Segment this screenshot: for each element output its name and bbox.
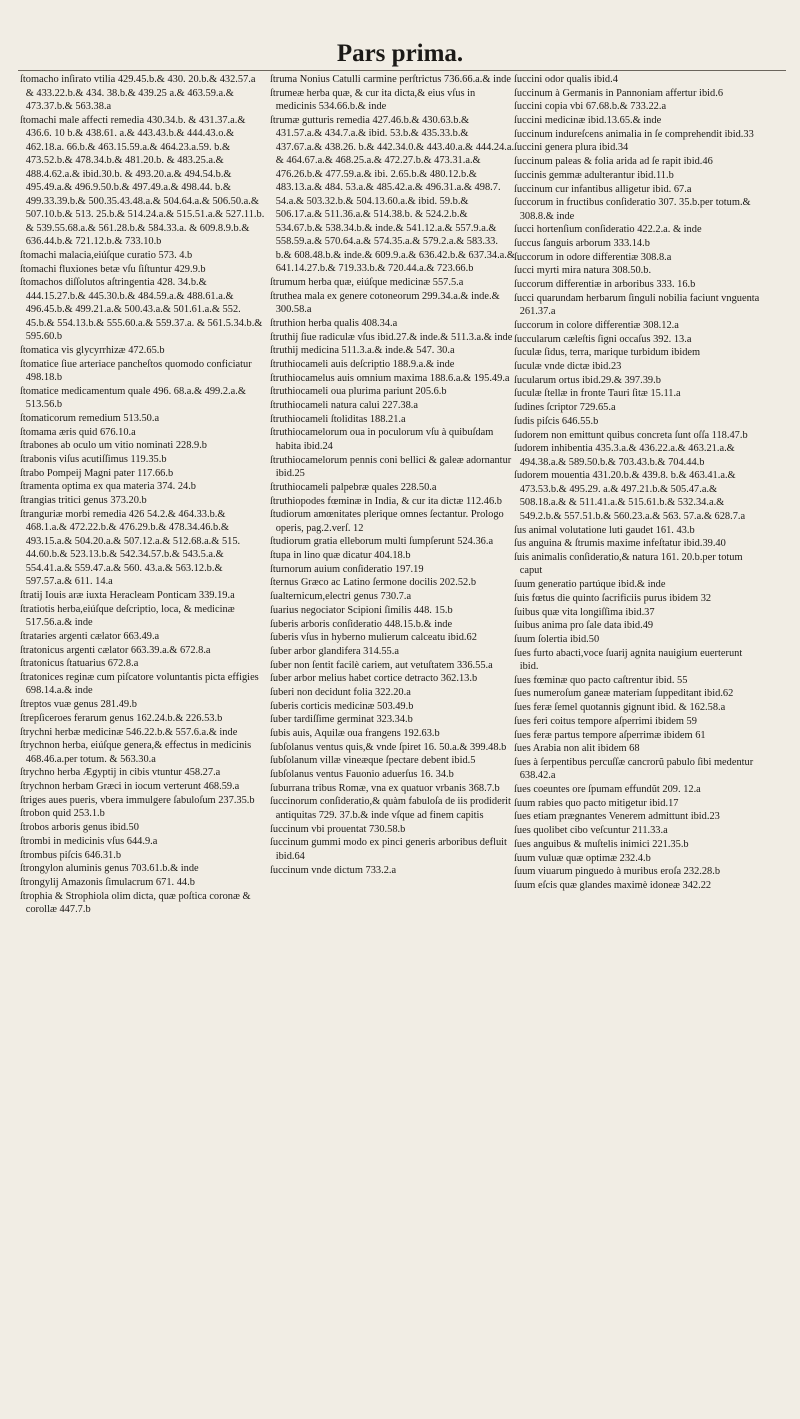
index-entry: ſucci hortenſium conſideratio 422.2.a. & inde xyxy=(514,224,702,236)
index-entry: ſternus Græco ac Latino ſermone docilis 202.52.b xyxy=(270,577,477,589)
index-entry: ſtruthiocameli ſtoliditas 188.21.a xyxy=(270,413,406,425)
index-entry: ſuccinum gummi modo ex pinci generis arboribus defluit ibid.64 xyxy=(270,837,507,862)
index-entry: ſtratonicus ſtatuarius 672.8.a xyxy=(20,658,139,670)
index-entry: ſues quolibet cibo veſcuntur 211.33.a xyxy=(514,825,668,837)
index-entry: ſuis animalis conſideratio,& natura 161. 20.b.per totum caput xyxy=(514,551,743,577)
index-entry: ſtrophia & Strophiola olim dicta, quæ poſtica coronæ & corollæ 447.7.b xyxy=(20,890,251,916)
index-entry: ſtruthiocamelorum oua in poculorum vſu à quibuſdam habita ibid.24 xyxy=(270,427,494,452)
index-entry: ſues Arabia non alit ibidem 68 xyxy=(514,743,640,755)
index-entry: ſtomatica vis glycyrrhizæ 472.65.b xyxy=(20,344,165,356)
index-entry: ſtrepſiceroes ferarum genus 162.24.b.& 226.53.b xyxy=(20,712,223,724)
index-column-1 xyxy=(20,73,266,1403)
index-entry: ſuber non ſentit facilè cariem, aut vetuſtatem 336.55.a xyxy=(270,659,493,671)
index-entry: ſuccinum à Germanis in Pannoniam affertur ibid.6 xyxy=(514,87,724,99)
index-entry: ſudorem non emittunt quibus concreta ſunt oſſa 118.47.b xyxy=(514,429,748,441)
index-entry: ſtruthiocameli auis deſcriptio 188.9.a.& inde xyxy=(270,359,455,370)
index-entry: ſuber arbor melius habet cortice detracto 362.13.b xyxy=(270,673,478,685)
index-entry: ſuis fœtus die quinto ſacrificiis purus ibidem 32 xyxy=(514,592,712,604)
index-entry: ſues feræ partus tempore aſperrimæ ibidem 61 xyxy=(514,729,706,741)
index-entry: ſuculæ vnde dictæ ibid.23 xyxy=(514,361,622,373)
index-entry: ſuibus anima pro ſale data ibid.49 xyxy=(514,620,654,632)
index-entry: ſtratonices reginæ cum piſcatore voluntantis picta effigies 698.14.a.& inde xyxy=(20,671,259,697)
index-entry: ſtudiorum amœnitates plerique omnes ſectantur. Prologo operis, pag.2.verſ. 12 xyxy=(270,509,504,534)
index-entry: ſues numeroſum ganeæ materiam ſuppeditant ibid.62 xyxy=(514,688,734,700)
index-entry: ſtruthiocameli palpebræ quales 228.50.a xyxy=(270,481,437,493)
index-entry: ſues coeuntes ore ſpumam effundũt 209. 12.a xyxy=(514,784,701,796)
index-entry: ſtruthij ſiue radiculæ vſus ibid.27.& inde.& 511.3.a.& inde xyxy=(270,331,513,343)
index-entry: ſuum generatio partúque ibid.& inde xyxy=(514,579,666,591)
index-entry: ſuburrana tribus Romæ, vna ex quatuor vrbanis 368.7.b xyxy=(270,782,500,794)
index-entry: ſudines ſcriptor 729.65.a xyxy=(514,402,616,414)
index-entry: ſtruthion herba qualis 408.34.a xyxy=(270,317,398,329)
index-entry: ſtrongylij Amazonis ſimulacrum 671. 44.b xyxy=(20,876,195,888)
index-entry: ſuccorum in colore differentiæ 308.12.a xyxy=(514,320,679,331)
index-entry: ſuccini medicinæ ibid.13.65.& inde xyxy=(514,115,662,127)
index-entry: ſtomama æris quid 676.10.a xyxy=(20,426,136,438)
index-entry: ſtomacho inſirato vtilia 429.45.b.& 430. 20.b.& 432.57.a & 433.22.b.& 434. 38.b.& 439.25 a.& 463.59.a.& 473.37.b.& 563.38.a xyxy=(20,74,256,112)
index-entry: ſuccorum differentiæ in arboribus 333. 16.b xyxy=(514,279,696,291)
index-entry: ſus anguina & ſtrumis maxime infeſtatur ibid.39.40 xyxy=(514,538,726,550)
index-entry: ſturnorum auium conſideratio 197.19 xyxy=(270,563,424,575)
index-entry: ſtruthiocameli natura calui 227.38.a xyxy=(270,400,419,412)
index-entry: ſtrumeæ herba quæ, & cur ita dicta,& eius vſus in medicinis 534.66.b.& inde xyxy=(270,87,476,113)
index-entry: ſuccinum indureſcens animalia in ſe comprehendit ibid.33 xyxy=(514,128,754,140)
index-entry: ſues feri coitus tempore aſperrimi ibidem 59 xyxy=(514,715,697,727)
index-entry: ſtrychni herbæ medicinæ 546.22.b.& 557.6.a.& inde xyxy=(20,726,238,738)
index-entry: ſudorem mouentia 431.20.b.& 439.8. b.& 463.41.a.& 473.53.b.& 495.29. a.& 497.21.b.& 505.47.a.& 508.18.a.& & 511.41.a.& 515.61.b.& 532.34.a.& 549.2.b.& 557.51.b.& 560.23.a.& 563. 57.a.& 628.7.a xyxy=(514,470,746,522)
index-entry: ſuberis arboris conſideratio 448.15.b.& inde xyxy=(270,618,453,630)
index-entry: ſtrumum herba quæ, eiúſque medicinæ 557.5.a xyxy=(270,277,464,289)
index-entry: ſuccinis gemmæ adulterantur ibid.11.b xyxy=(514,169,674,181)
index-entry: ſuum ſolertia ibid.50 xyxy=(514,633,600,645)
index-entry: ſtruma Nonius Catulli carmine perſtrictus 736.66.a.& inde xyxy=(270,74,511,85)
index-entry: ſuccinorum conſideratio,& quàm fabuloſa de iis prodiderit antiquitas 729. 37.b.& inde vſque ad finem capitis xyxy=(270,796,511,821)
index-entry: ſtruthiopodes fœminæ in India, & cur ita dictæ 112.46.b xyxy=(270,495,502,507)
index-entry: ſuberis vſus in hyberno mulierum calceatu ibid.62 xyxy=(270,632,477,644)
index-entry: ſuccini copia vbi 67.68.b.& 733.22.a xyxy=(514,101,667,113)
index-entry: ſtrongylon aluminis genus 703.61.b.& inde xyxy=(20,863,199,875)
index-entry: ſtomachi malacia,eiúſque curatio 573. 4.b xyxy=(20,249,193,261)
index-entry: ſuibus quæ vita longiſſima ibid.37 xyxy=(514,606,655,618)
index-entry: ſucularum ortus ibid.29.& 397.39.b xyxy=(514,374,661,386)
index-entry: ſtomatice medicamentum quale 496. 68.a.& 499.2.a.& 513.56.b xyxy=(20,385,246,411)
header-rule xyxy=(18,70,786,71)
index-entry: ſtrumæ gutturis remedia 427.46.b.& 430.63.b.& 431.57.a.& 434.7.a.& ibid. 53.b.& 435.33.b.& 437.67.a.& 438.26. b.& 442.34.0.& 443.40.a.& 444.24.a. & 464.67.a.& 468.25.a.& 472.27.b.& 473.31.a.& 476.26.b.& 477.59.a.& ibi. 2.65.b.& 480.12.b.& 483.13.a.& 484. 53.a.& 485.42.a.& 496.31.a.& 498.7. 54.a.& 503.32.b.& 504.13.60.a.& ibid. 59.b.& 506.17.a.& 511.36.a.& 514.38.b. & 524.2.b.& 534.67.b.& 538.34.b.& inde.& 541.12.a.& 557.9.a.& 558.59.a.& 570.64.a.& 574.35.a.& 579.2.a.& 583.33. b.& 608.48.b.& inde.& 609.9.a.& 636.42.b.& 637.34.a.& 641.14.27.b.& 719.33.b.& 720.44.a.& 723.66.b xyxy=(270,114,515,275)
index-entry: ſuculæ ſidus, terra, marique turbidum ibidem xyxy=(514,347,701,359)
index-entry: ſubis auis, Aquilæ oua frangens 192.63.b xyxy=(270,728,440,739)
index-entry: ſuccularum cæleſtis ſigni occaſus 392. 13.a xyxy=(514,333,692,345)
index-entry: ſuarius negociator Scipioni ſimilis 448. 15.b xyxy=(270,604,453,616)
index-entry: ſtudiorum gratia elleborum multi ſumpſerunt 524.36.a xyxy=(270,536,494,548)
index-entry: ſtrobon quid 253.1.b xyxy=(20,808,105,820)
index-entry: ſus animal volutatione luti gaudet 161. 43.b xyxy=(514,524,695,536)
index-entry: ſtruthiocamelus auis omnium maxima 188.6.a.& 195.49.a xyxy=(270,372,510,384)
index-entry: ſuum eſcis quæ glandes maximè idoneæ 342.22 xyxy=(514,879,712,891)
index-entry: ſues anguibus & muſtelis inimici 221.35.b xyxy=(514,838,689,850)
index-entry: ſuccorum in odore differentiæ 308.8.a xyxy=(514,251,672,263)
index-entry: ſuccinum cur infantibus alligetur ibid. 67.a xyxy=(514,183,692,195)
index-entry: ſtranguriæ morbi remedia 426 54.2.& 464.33.b.& 468.1.a.& 472.22.b.& 476.29.b.& 478.34.46.b.& 493.15.a.& 504.20.a.& 507.12.a.& 512.68.a.& 515. 44.60.b.& 523.13.b.& 542.34.57.b.& 543.5.a.& 554.41.a.& 559.47.a.& 560. 43.a.& 563.12.b.& 597.57.a.& 611. 14.a xyxy=(20,508,241,588)
index-entry: ſtrychnon herba, eiúſque genera,& effectus in medicinis 468.46.a.per totum. & 563.30.a xyxy=(20,740,252,765)
index-entry: ſuum vuluæ quæ optimæ 232.4.b xyxy=(514,852,651,864)
index-entry: ſtomaticorum remedium 513.50.a xyxy=(20,413,160,424)
index-entry: ſtratiotis herba,eiúſque deſcriptio, loca, & medicinæ 517.56.a.& inde xyxy=(20,603,235,629)
index-entry: ſtrychno herba Ægyptij in cibis vtuntur 458.27.a xyxy=(20,767,221,779)
index-entry: ſudis piſcis 646.55.b xyxy=(514,415,599,427)
index-entry: ſtrombus piſcis 646.31.b xyxy=(20,849,122,861)
index-entry: ſuccinum vbi prouentat 730.58.b xyxy=(270,823,406,835)
index-entry: ſuccini odor qualis ibid.4 xyxy=(514,74,618,85)
index-entry: ſtrabonis viſus acutiſſimus 119.35.b xyxy=(20,454,167,466)
index-entry: ſuber arbor glandifera 314.55.a xyxy=(270,645,399,657)
index-entry: ſtomachos diſſolutos aſtringentia 428. 34.b.& 444.15.27.b.& 445.30.b.& 484.59.a.& 488.61.a.& 496.45.b.& 499.21.a.& 500.43.a.& 501.61.a.& 552. 45.b.& 554.13.b.& 555.60.a.& 559.37.a. & 561.5.34.b.& 595.60.b xyxy=(20,277,263,343)
index-entry: ſuccinum paleas & folia arida ad ſe rapit ibid.46 xyxy=(514,156,713,168)
index-entry: ſucci myrti mira natura 308.50.b. xyxy=(514,265,652,277)
index-entry: ſuccini genera plura ibid.34 xyxy=(514,142,629,154)
index-entry: ſuum viuarum pinguedo à muribus eroſa 232.28.b xyxy=(514,866,721,878)
index-entry: ſubſolanum villæ vineæque ſpectare debent ibid.5 xyxy=(270,755,476,767)
index-entry: ſuccinum vnde dictum 733.2.a xyxy=(270,864,397,876)
index-entry: ſues fœminæ quo pacto caſtrentur ibid. 55 xyxy=(514,674,688,686)
index-entry: ſtriges aues pueris, vbera immulgere ſabuloſum 237.35.b xyxy=(20,794,255,806)
index-entry: ſtratonicus argenti cælator 663.39.a.& 672.8.a xyxy=(20,644,211,656)
index-entry: ſtomachi male affecti remedia 430.34.b. & 431.37.a.& 436.6. 10 b.& 438.61. a.& 443.43.b.& 444.43.o.& 462.18.a. 66.b.& 463.15.59.a.& 464.23.a.59. b.& 473.52.b.& 478.34.b.& 481.20.b. & 483.25.a.& 488.4.62.a.& ibid.30.b. & 493.20.a.& 494.54.b.& 495.49.a.& 496.9.50.b.& 497.49.a.& 498.44. b.& 499.33.39.b.& 500.35.43.48.a.& 504.64.a.& 506.50.a.& 507.10.b.& 513. 25.b.& 514.24.a.& 515.51.a.& 527.11.b. & 539.55.68.a.& 561.28.b.& 584.33.a. & 609.8.9.b.& 636.44.b.& 721.12.b.& 733.10.b xyxy=(20,114,265,248)
index-entry: ſues feræ ſemel quotannis gignunt ibid. & 162.58.a xyxy=(514,702,726,714)
index-entry: ſtomachi fluxiones betæ vſu ſiſtuntur 429.9.b xyxy=(20,263,206,275)
index-entry: ſtruthij medicina 511.3.a.& inde.& 547. 30.a xyxy=(270,345,455,357)
index-entry: ſualternicum,electri genus 730.7.a xyxy=(270,591,412,603)
index-entry: ſudorem inhibentia 435.3.a.& 436.22.a.& 463.21.a.& 494.38.a.& 589.50.b.& 703.43.b.& 704.44.b xyxy=(514,443,735,468)
index-entry: ſtrataries argenti cælator 663.49.a xyxy=(20,630,160,642)
index-entry: ſtramenta optima ex qua materia 374. 24.b xyxy=(20,481,197,493)
index-entry: ſtruthiocamelorum pennis coni bellici & galeæ adornantur ibid.25 xyxy=(270,454,512,480)
index-entry: ſuber tardiſſime germinat 323.34.b xyxy=(270,714,413,726)
index-entry: ſubſolanus ventus quis,& vnde ſpiret 16. 50.a.& 399.48.b xyxy=(270,741,507,753)
index-entry: ſtreptos vuæ genus 281.49.b xyxy=(20,699,137,711)
index-entry: ſuberi non decidunt folia 322.20.a xyxy=(270,686,411,698)
index-entry: ſtrobos arboris genus ibid.50 xyxy=(20,822,139,834)
index-entry: ſtrabo Pompeij Magni pater 117.66.b xyxy=(20,467,174,479)
index-entry: ſtrychnon herbam Græci in iocum verterunt 468.59.a xyxy=(20,781,240,793)
index-entry: ſuum rabies quo pacto mitigetur ibid.17 xyxy=(514,797,679,809)
index-entry: ſubſolanus ventus Fauonio aduerſus 16. 34.b xyxy=(270,769,454,781)
index-column-3 xyxy=(514,73,760,1403)
index-entry: ſues à ſerpentibus percuſſæ cancrorũ pabulo ſibi medentur 638.42.a xyxy=(514,756,754,782)
index-entry: ſtrombi in medicinis vſus 644.9.a xyxy=(20,835,158,847)
index-entry: ſtrabones ab oculo um vitio nominati 228.9.b xyxy=(20,440,208,452)
index-entry: ſtrangias tritici genus 373.20.b xyxy=(20,495,147,507)
page-header: Pars prima. xyxy=(336,40,464,67)
index-entry: ſuberis corticis medicinæ 503.49.b xyxy=(270,700,414,712)
index-entry: ſtruthiocameli oua plurima pariunt 205.6.b xyxy=(270,386,447,398)
index-entry: ſuccus ſanguis arborum 333.14.b xyxy=(514,238,650,250)
index-entry: ſtratij Iouis aræ iuxta Heracleam Ponticam 339.19.a xyxy=(20,590,235,601)
index-entry: ſtomatice ſiue arteriace pancheſtos quomodo conficiatur 498.18.b xyxy=(20,358,252,384)
index-entry: ſues furto abacti,voce ſuarij agnita nauigium euerterunt ibid. xyxy=(514,647,743,673)
index-entry: ſuculæ ſtellæ in fronte Tauri ſitæ 15.11.a xyxy=(514,388,681,400)
index-entry: ſucci quarundam herbarum ſinguli nobilia faciunt vnguenta 261.37.a xyxy=(514,292,760,318)
index-entry: ſtruthea mala ex genere cotoneorum 299.34.a.& inde.& 300.58.a xyxy=(270,290,500,316)
index-column-2 xyxy=(270,73,516,1403)
index-entry: ſues etiam prægnantes Venerem admittunt ibid.23 xyxy=(514,811,720,823)
index-entry: ſuccorum in fructibus conſideratio 307. 35.b.per totum.& 308.8.& inde xyxy=(514,197,751,222)
index-entry: ſtupa in lino quæ dicatur 404.18.b xyxy=(270,550,411,562)
